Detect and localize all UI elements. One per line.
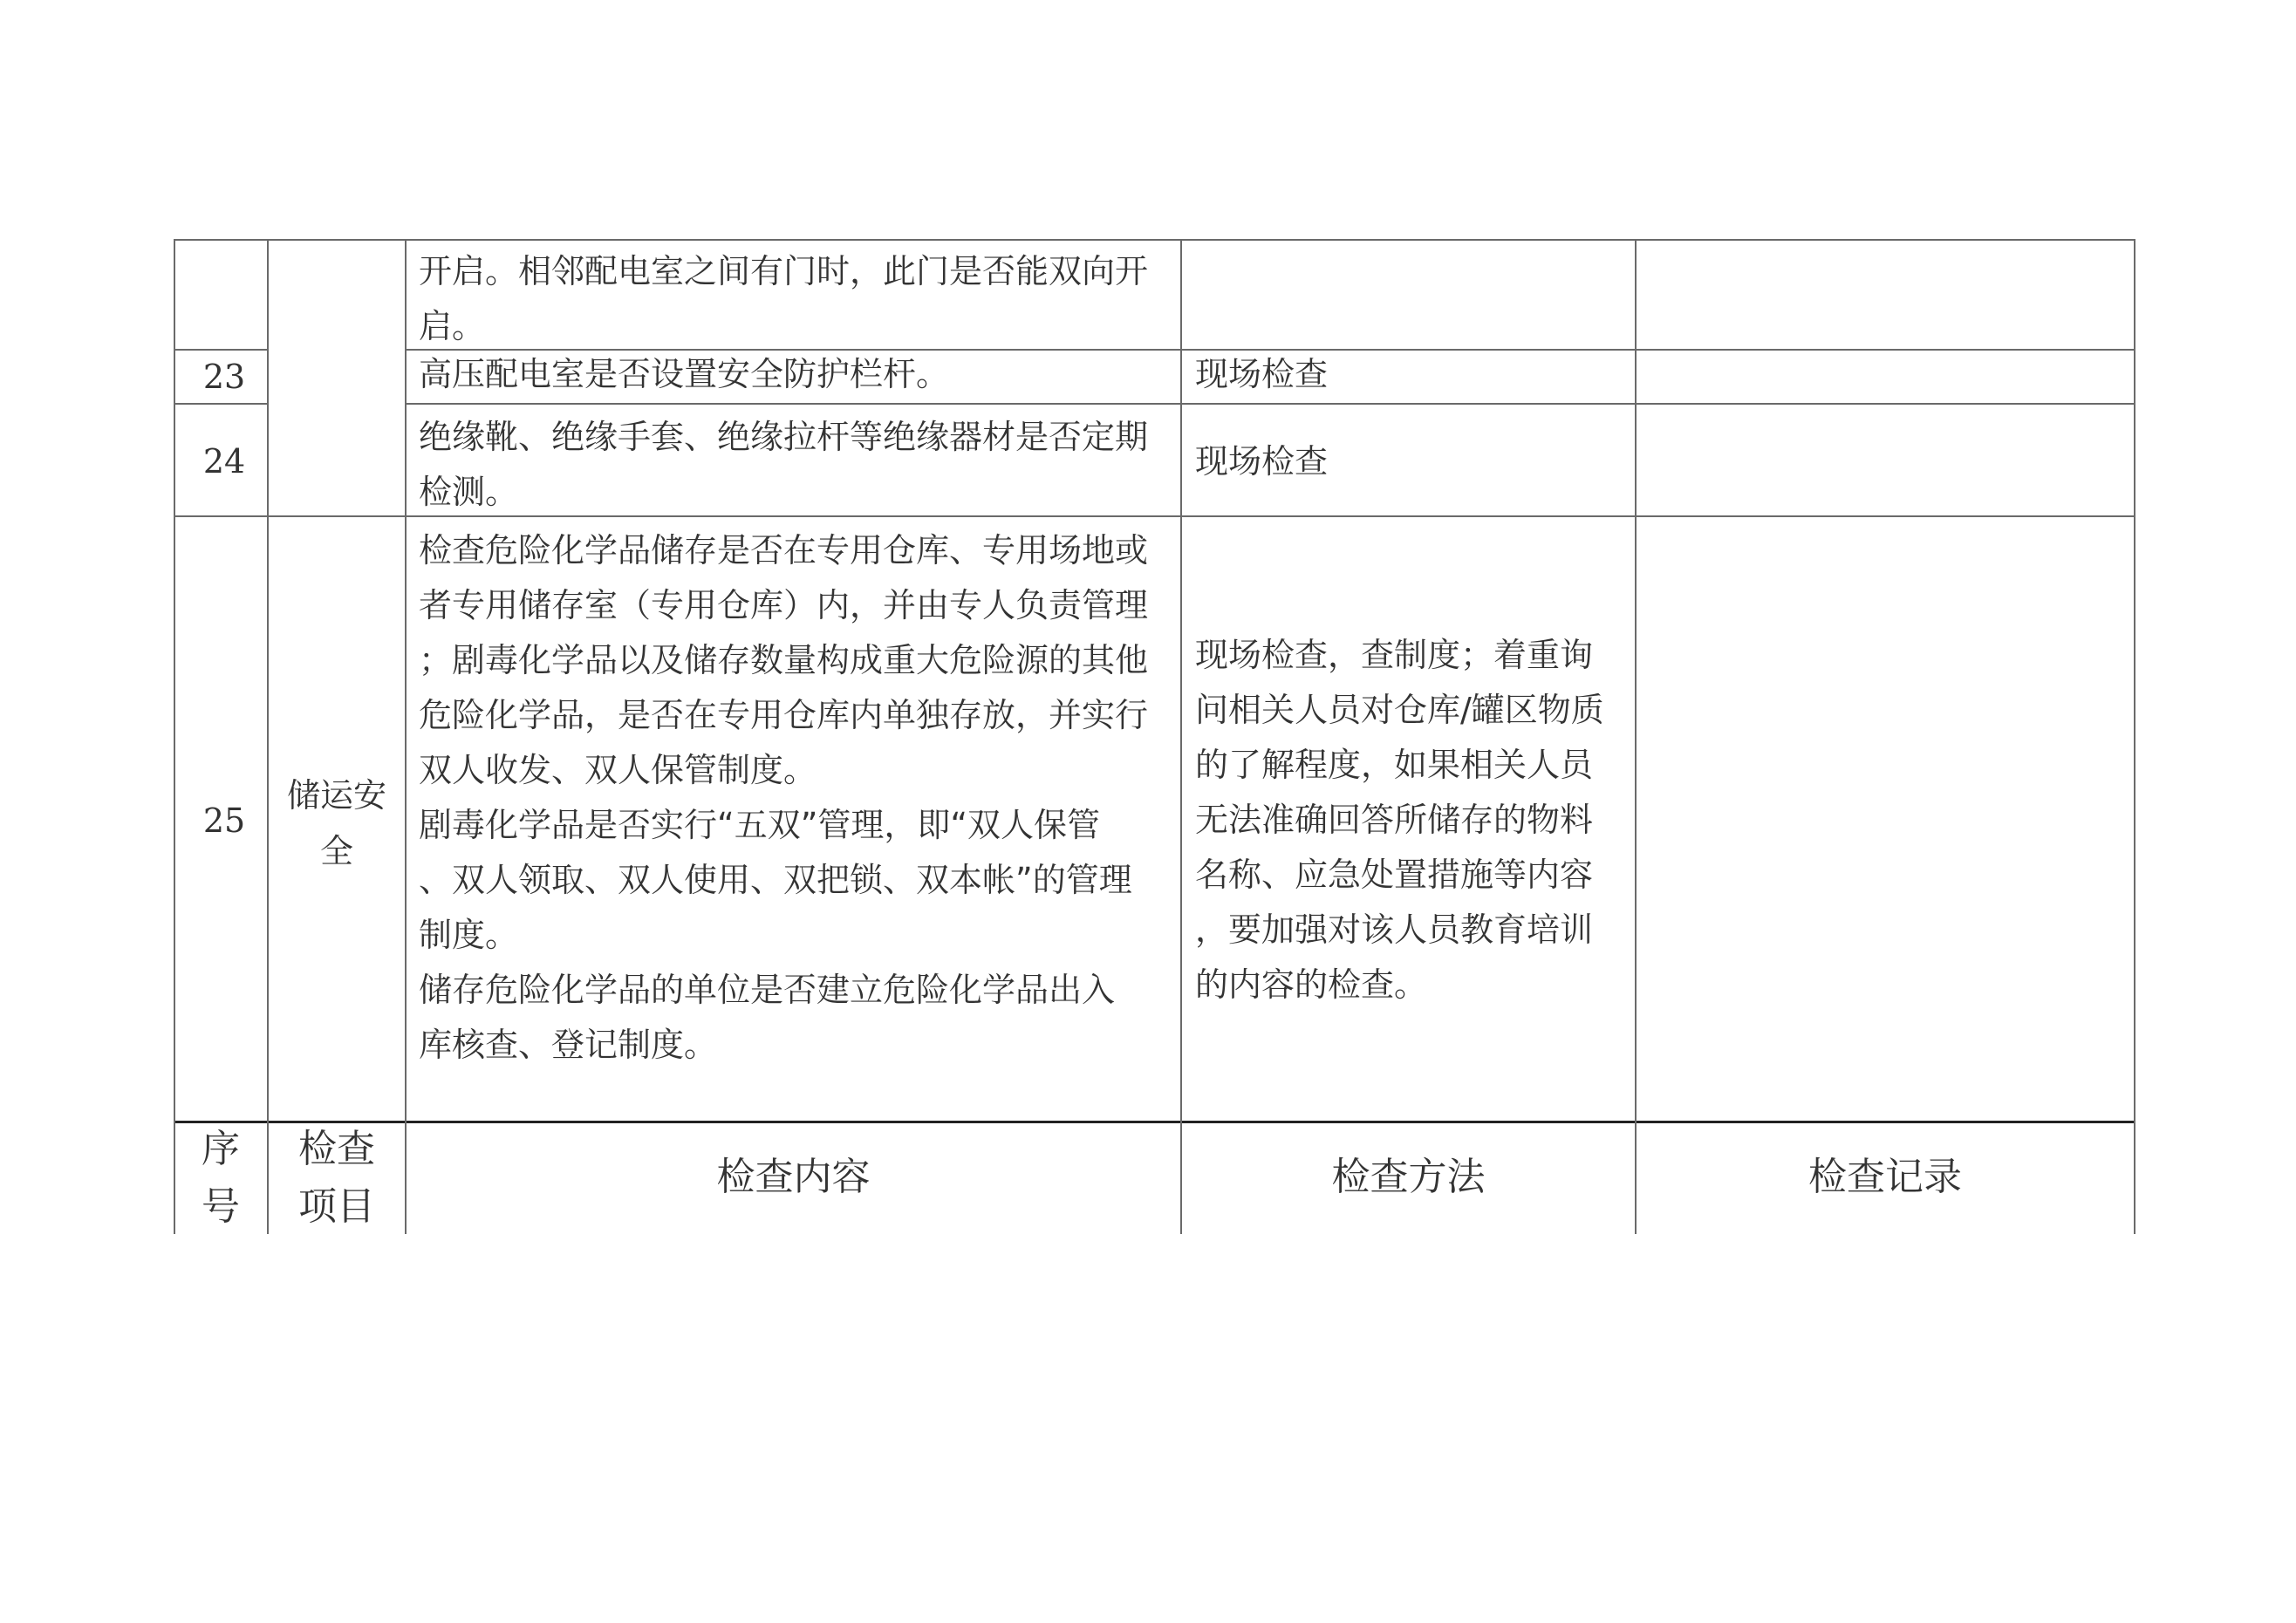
row-25-method [1195, 628, 1623, 1013]
content-line: 制度。 [419, 916, 519, 954]
rule-header-top [174, 1121, 2135, 1123]
header-content: 检查内容 [716, 1155, 871, 1199]
row-23-method [1195, 347, 1623, 402]
content-line: 绝缘靴、绝缘手套、绝缘拉杆等绝缘器材是否定期 [419, 418, 1149, 456]
method-line: 现场检查，查制度；着重询 [1195, 636, 1594, 674]
content-line: 、双人领取、双人使用、双把锁、双本帐”的管理 [419, 861, 1132, 899]
row-25-content [419, 523, 1169, 1073]
row-23-number: 23 [202, 358, 246, 396]
row-25-item [269, 767, 405, 879]
method-line: 现场检查 [1195, 355, 1329, 393]
header-item-line: 项目 [298, 1184, 375, 1229]
rule-no-item [267, 239, 269, 1234]
header-no [174, 1121, 267, 1236]
header-method: 检查方法 [1331, 1155, 1486, 1199]
content-line: 启。 [419, 307, 486, 345]
content-line: 检测。 [419, 473, 519, 511]
rule-method-record [1635, 239, 1637, 1234]
rule-item-content [405, 239, 407, 1234]
content-line: 者专用储存室（专用仓库）内，并由专人负责管理 [419, 586, 1149, 624]
content-line: 高压配电室是否设置安全防护栏杆。 [419, 355, 950, 393]
rule-left [174, 239, 175, 1234]
row-24-number: 24 [202, 442, 246, 481]
content-line: 剧毒化学品是否实行“五双”管理，即“双人保管 [419, 806, 1101, 844]
header-no-line: 序 [202, 1127, 240, 1171]
method-line: 名称、应急处置措施等内容 [1195, 856, 1594, 894]
method-line: 现场检查 [1195, 442, 1329, 481]
rule-top [174, 239, 2135, 241]
method-line: 问相关人员对仓库/罐区物质 [1195, 691, 1604, 729]
row-24-method [1195, 434, 1623, 489]
content-line: 库核查、登记制度。 [419, 1026, 718, 1064]
row-24-content [419, 410, 1169, 520]
content-line: 储存危险化学品的单位是否建立危险化学品出入 [419, 971, 1116, 1009]
rule-content-method [1180, 239, 1182, 1234]
rule-right [2134, 239, 2135, 1234]
row-23-content [419, 347, 1169, 402]
content-line: 危险化学品，是否在专用仓库内单独存放，并实行 [419, 696, 1149, 734]
method-line: 的了解程度，如果相关人员 [1195, 746, 1594, 784]
rule-row23-bottom-b [406, 403, 2135, 405]
header-record: 检查记录 [1808, 1155, 1962, 1199]
method-line: ，要加强对该人员教育培训 [1195, 910, 1594, 949]
item-line: 全 [319, 832, 353, 870]
header-item-line: 检查 [298, 1127, 375, 1171]
row-25-number: 25 [202, 801, 246, 840]
row-cont-content [419, 244, 1169, 354]
method-line: 的内容的检查。 [1195, 965, 1428, 1004]
content-line: 开启。相邻配电室之间有门时，此门是否能双向开 [419, 252, 1149, 290]
method-line: 无法准确回答所储存的物料 [1195, 801, 1594, 839]
item-line: 储运安 [286, 776, 386, 815]
content-line: ；剧毒化学品以及储存数量构成重大危险源的其他 [419, 641, 1149, 679]
content-line: 双人收发、双人保管制度。 [419, 751, 817, 789]
header-item [269, 1121, 405, 1236]
header-no-line: 号 [202, 1184, 240, 1229]
content-line: 检查危险化学品储存是否在专用仓库、专用场地或 [419, 531, 1149, 569]
